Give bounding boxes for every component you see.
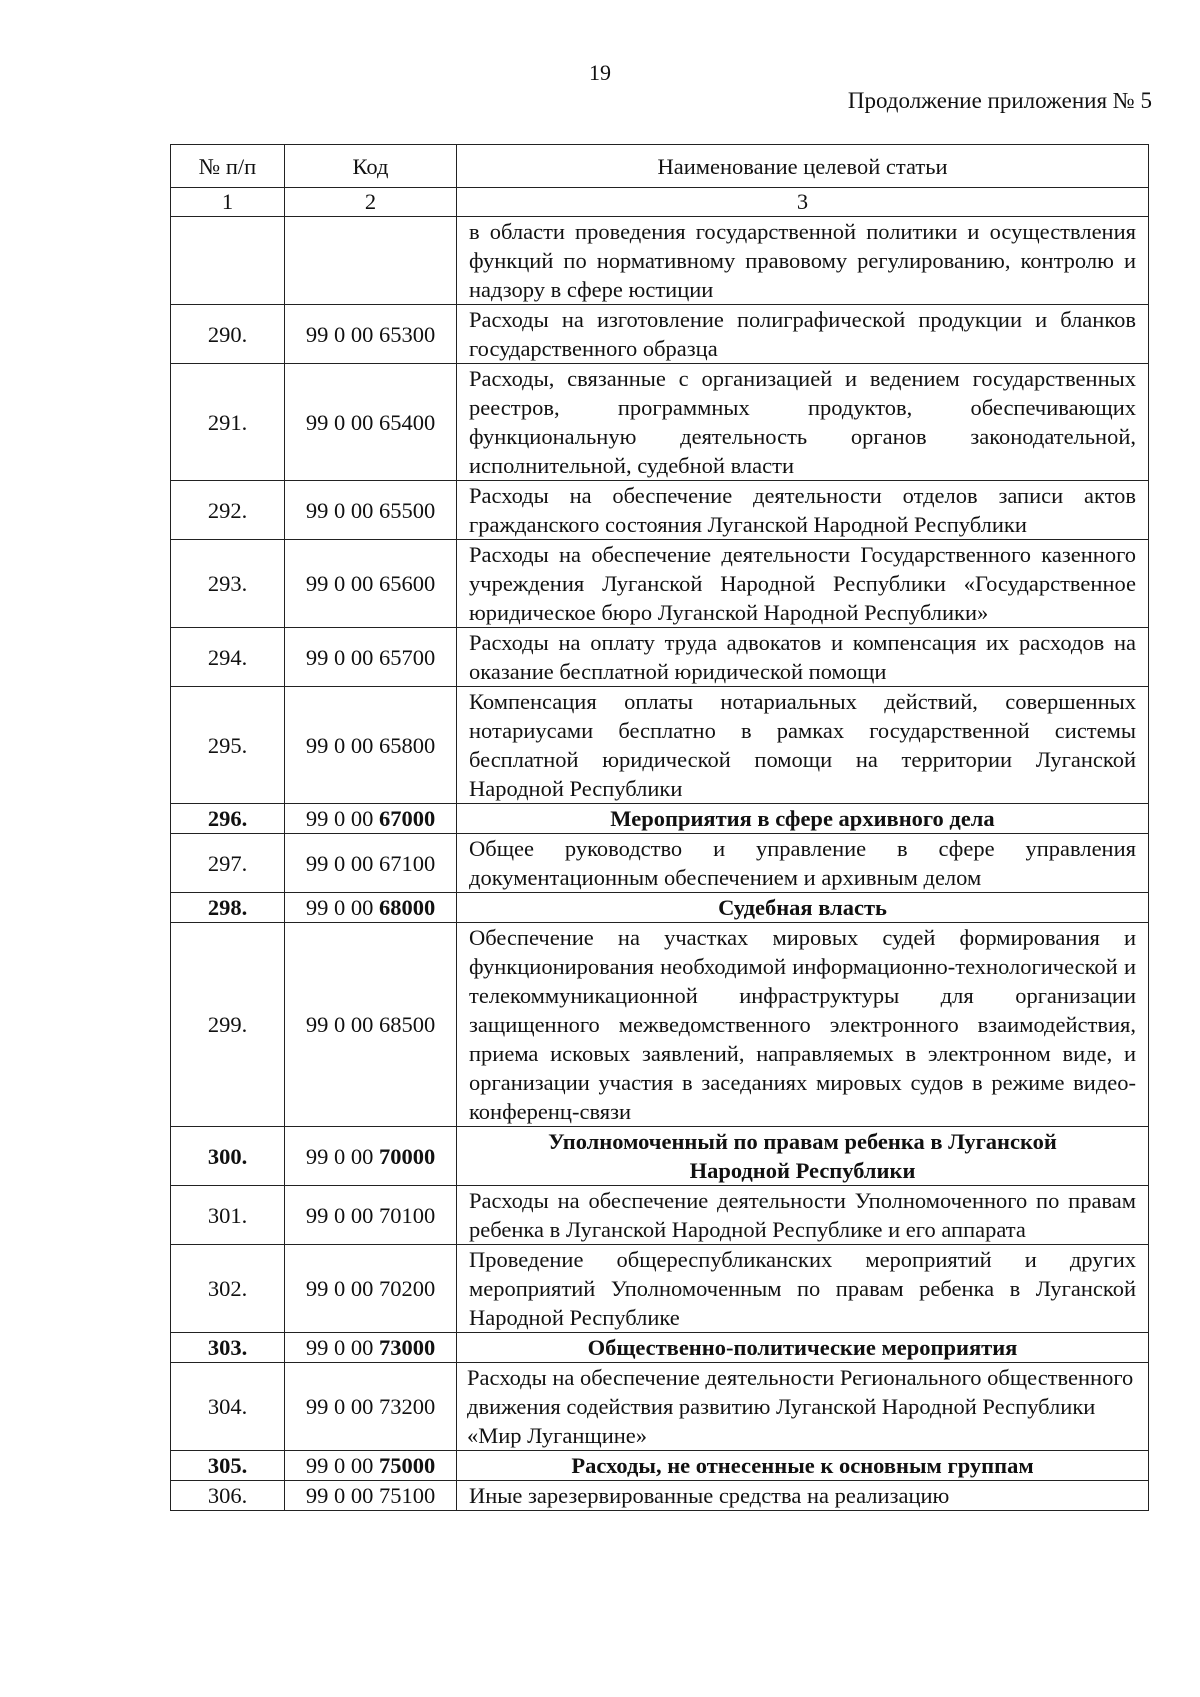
column-number-row <box>171 188 1149 217</box>
column-number: 3 <box>457 188 1149 217</box>
row-name: Расходы на обеспечение деятельности Государственного казенного учреждения Луганской Народной Республики «Государственное юридическое бюро Луганской Народной Республики» <box>457 540 1149 628</box>
row-name: Расходы на обеспечение деятельности отделов записи актов гражданского состояния Луганской Народной Республики <box>457 481 1149 540</box>
table-row-group <box>171 804 1149 834</box>
code-suffix: 73000 <box>378 1335 436 1360</box>
row-code: 99 0 00 75100 <box>285 1481 457 1511</box>
code-prefix: 99 0 00 <box>305 1453 379 1478</box>
table-row <box>171 1481 1149 1511</box>
row-code <box>285 804 457 834</box>
row-code <box>285 1127 457 1186</box>
table-row <box>171 923 1149 1127</box>
row-number: 299. <box>171 923 285 1127</box>
table-row <box>171 305 1149 364</box>
row-code: 99 0 00 65700 <box>285 628 457 687</box>
code-suffix: 75000 <box>378 1453 436 1478</box>
column-number: 2 <box>285 188 457 217</box>
table-row <box>171 1363 1149 1451</box>
row-name: Расходы, не отнесенные к основным группам <box>457 1451 1149 1481</box>
header-code: Код <box>285 145 457 188</box>
row-code: 99 0 00 65800 <box>285 687 457 804</box>
row-name: Общее руководство и управление в сфере управления документационным обеспечением и архивным делом <box>457 834 1149 893</box>
header-number: № п/п <box>171 145 285 188</box>
row-code: 99 0 00 67100 <box>285 834 457 893</box>
table-row-continuation <box>171 217 1149 305</box>
row-name: Расходы на обеспечение деятельности Регионального общественного движения содействия развитию Луганской Народной Республики «Мир Луганщине» <box>457 1363 1149 1451</box>
code-suffix: 68000 <box>378 895 436 920</box>
row-name: Проведение общереспубликанских мероприятий и других мероприятий Уполномоченным по правам ребенка в Луганской Народной Республике <box>457 1245 1149 1333</box>
row-number: 306. <box>171 1481 285 1511</box>
table-row <box>171 1186 1149 1245</box>
row-number <box>171 217 285 305</box>
row-number: 291. <box>171 364 285 481</box>
row-number: 304. <box>171 1363 285 1451</box>
table-row-group <box>171 1333 1149 1363</box>
row-name: Расходы на оплату труда адвокатов и компенсация их расходов на оказание бесплатной юридической помощи <box>457 628 1149 687</box>
row-name: Уполномоченный по правам ребенка в Луганской Народной Республики <box>457 1127 1149 1186</box>
row-number: 303. <box>171 1333 285 1363</box>
code-prefix: 99 0 00 <box>305 806 379 831</box>
row-code: 99 0 00 65600 <box>285 540 457 628</box>
code-suffix: 67000 <box>378 806 436 831</box>
row-code: 99 0 00 65400 <box>285 364 457 481</box>
table-row-group <box>171 1451 1149 1481</box>
row-name: Компенсация оплаты нотариальных действий, совершенных нотариусами бесплатно в рамках государственной системы бесплатной юридической помощи на территории Луганской Народной Республики <box>457 687 1149 804</box>
row-number: 292. <box>171 481 285 540</box>
code-prefix: 99 0 00 <box>305 895 379 920</box>
row-number: 297. <box>171 834 285 893</box>
table-row <box>171 540 1149 628</box>
table-row-group <box>171 1127 1149 1186</box>
row-number: 296. <box>171 804 285 834</box>
row-code <box>285 1333 457 1363</box>
header-name: Наименование целевой статьи <box>457 145 1149 188</box>
row-name: Общественно-политические мероприятия <box>457 1333 1149 1363</box>
row-code <box>285 1451 457 1481</box>
code-prefix: 99 0 00 <box>305 1143 379 1169</box>
row-number: 300. <box>171 1127 285 1186</box>
row-number: 290. <box>171 305 285 364</box>
row-number: 293. <box>171 540 285 628</box>
row-name: Судебная власть <box>457 893 1149 923</box>
row-name: Мероприятия в сфере архивного дела <box>457 804 1149 834</box>
table-row <box>171 481 1149 540</box>
table-header-row <box>171 145 1149 188</box>
row-name: Иные зарезервированные средства на реализацию <box>457 1481 1149 1511</box>
table-row <box>171 364 1149 481</box>
page-number: 19 <box>589 60 611 85</box>
row-code <box>285 893 457 923</box>
row-number: 298. <box>171 893 285 923</box>
code-suffix: 70000 <box>378 1143 436 1169</box>
row-number: 295. <box>171 687 285 804</box>
row-code: 99 0 00 68500 <box>285 923 457 1127</box>
row-code: 99 0 00 73200 <box>285 1363 457 1451</box>
row-code: 99 0 00 65500 <box>285 481 457 540</box>
table-row-group <box>171 893 1149 923</box>
row-name: Расходы на обеспечение деятельности Уполномоченного по правам ребенка в Луганской Народной Республике и его аппарата <box>457 1186 1149 1245</box>
row-number: 302. <box>171 1245 285 1333</box>
row-code: 99 0 00 65300 <box>285 305 457 364</box>
appendix-title: Продолжение приложения № 5 <box>847 88 1152 113</box>
row-code <box>285 217 457 305</box>
row-code: 99 0 00 70200 <box>285 1245 457 1333</box>
table-row <box>171 834 1149 893</box>
table-row <box>171 628 1149 687</box>
row-name: Обеспечение на участках мировых судей формирования и функционирования необходимой информационно-технологической и телекоммуникационной инфраструктуры для организации защищенного межведомственного электронного взаимодействия, приема исковых заявлений, направляемых в электронном виде, и организации участия в заседаниях мировых судов в режиме видео-конференц-связи <box>457 923 1149 1127</box>
row-name: Расходы на изготовление полиграфической продукции и бланков государственного образца <box>457 305 1149 364</box>
column-number: 1 <box>171 188 285 217</box>
row-number: 305. <box>171 1451 285 1481</box>
row-number: 294. <box>171 628 285 687</box>
row-number: 301. <box>171 1186 285 1245</box>
row-name: Расходы, связанные с организацией и ведением государственных реестров, программных продуктов, обеспечивающих функциональную деятельность органов законодательной, исполнительной, судебной власти <box>457 364 1149 481</box>
row-name: в области проведения государственной политики и осуществления функций по нормативному правовому регулированию, контролю и надзору в сфере юстиции <box>457 217 1149 305</box>
table-row <box>171 687 1149 804</box>
target-articles-table <box>170 144 1149 1511</box>
code-prefix: 99 0 00 <box>305 1335 379 1360</box>
table-row <box>171 1245 1149 1333</box>
row-code: 99 0 00 70100 <box>285 1186 457 1245</box>
